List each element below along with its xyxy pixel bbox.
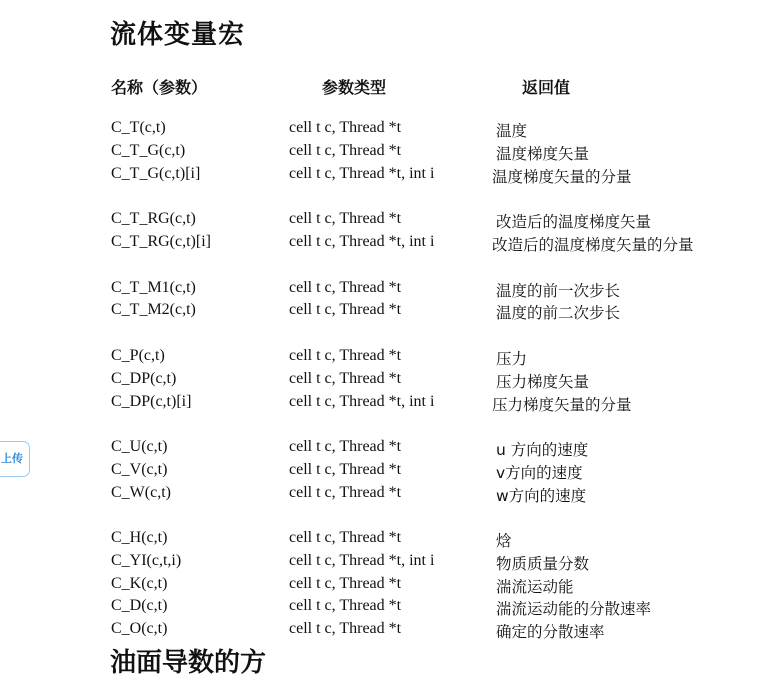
macro-return: 温度 (496, 122, 528, 140)
macro-return: 焓 (496, 532, 512, 550)
upload-button-label: 上传 (1, 452, 23, 465)
table-row (0, 142, 784, 164)
macro-name: C_V(c,t) (111, 461, 168, 478)
next-section-heading: 油面导数的方 (110, 648, 267, 678)
table-row (0, 233, 784, 255)
macro-param-type: cell t c, Thread *t, int i (289, 393, 435, 410)
macro-param-type: cell t c, Thread *t (289, 529, 402, 546)
macro-name: C_H(c,t) (111, 529, 168, 546)
macro-param-type: cell t c, Thread *t (289, 279, 402, 296)
macro-param-type: cell t c, Thread *t (289, 347, 402, 364)
macro-name: C_DP(c,t)[i] (111, 393, 192, 410)
macro-param-type: cell t c, Thread *t, int i (289, 233, 435, 250)
macro-param-type: cell t c, Thread *t (289, 484, 402, 501)
table-row (0, 393, 784, 415)
macro-name: C_T_M1(c,t) (111, 279, 196, 296)
macro-name: C_T_G(c,t)[i] (111, 165, 201, 182)
table-row (0, 370, 784, 392)
table-row (0, 119, 784, 141)
macro-return: 湍流运动能 (496, 578, 574, 596)
macro-name: C_YI(c,t,i) (111, 552, 182, 569)
macro-param-type: cell t c, Thread *t (289, 119, 402, 136)
macro-param-type: cell t c, Thread *t (289, 210, 402, 227)
macro-param-type: cell t c, Thread *t (289, 620, 402, 637)
macro-return: v方向的速度 (496, 464, 583, 482)
table-row (0, 301, 784, 323)
macro-param-type: cell t c, Thread *t (289, 597, 402, 614)
macro-name: C_T_RG(c,t) (111, 210, 196, 227)
macro-param-type: cell t c, Thread *t, int i (289, 165, 435, 182)
macro-name: C_DP(c,t) (111, 370, 177, 387)
table-row (0, 552, 784, 574)
macro-return: 改造后的温度梯度矢量的分量 (492, 236, 694, 254)
macro-param-type: cell t c, Thread *t (289, 461, 402, 478)
macro-name: C_P(c,t) (111, 347, 165, 364)
column-header-type: 参数类型 (322, 78, 387, 97)
macro-return: 确定的分散速率 (496, 623, 605, 641)
macro-name: C_T_RG(c,t)[i] (111, 233, 211, 250)
table-row (0, 575, 784, 597)
table-row (0, 210, 784, 232)
upload-button[interactable] (0, 441, 30, 477)
macro-name: C_W(c,t) (111, 484, 171, 501)
macro-param-type: cell t c, Thread *t (289, 142, 402, 159)
macro-param-type: cell t c, Thread *t (289, 438, 402, 455)
macro-name: C_O(c,t) (111, 620, 168, 637)
macro-return: 温度梯度矢量的分量 (492, 168, 632, 186)
macro-param-type: cell t c, Thread *t, int i (289, 552, 435, 569)
macro-return: 温度梯度矢量 (496, 145, 590, 163)
macro-name: C_T(c,t) (111, 119, 166, 136)
macro-name: C_K(c,t) (111, 575, 168, 592)
page-title: 流体变量宏 (110, 20, 246, 50)
column-header-return: 返回值 (522, 78, 571, 97)
table-row (0, 597, 784, 619)
macro-return: 温度的前二次步长 (496, 304, 621, 322)
macro-return: w方向的速度 (496, 487, 587, 505)
macro-name: C_T_G(c,t) (111, 142, 186, 159)
table-row (0, 461, 784, 483)
macro-return: 温度的前一次步长 (496, 282, 621, 300)
macro-name: C_T_M2(c,t) (111, 301, 196, 318)
macro-param-type: cell t c, Thread *t (289, 575, 402, 592)
table-row (0, 620, 784, 642)
table-row (0, 484, 784, 506)
macro-return: 物质质量分数 (496, 555, 590, 573)
macro-param-type: cell t c, Thread *t (289, 301, 402, 318)
macro-return: 改造后的温度梯度矢量 (496, 213, 652, 231)
table-row (0, 438, 784, 460)
macro-return: u 方向的速度 (496, 441, 589, 459)
macro-name: C_D(c,t) (111, 597, 168, 614)
macro-name: C_U(c,t) (111, 438, 168, 455)
table-row (0, 529, 784, 551)
table-row (0, 165, 784, 187)
macro-return: 压力梯度矢量 (496, 373, 590, 391)
macro-return: 压力 (496, 350, 528, 368)
table-row (0, 279, 784, 301)
macro-return: 压力梯度矢量的分量 (492, 396, 632, 414)
table-row (0, 347, 784, 369)
macro-return: 湍流运动能的分散速率 (496, 600, 652, 618)
macro-param-type: cell t c, Thread *t (289, 370, 402, 387)
column-header-name: 名称（参数） (111, 78, 208, 97)
